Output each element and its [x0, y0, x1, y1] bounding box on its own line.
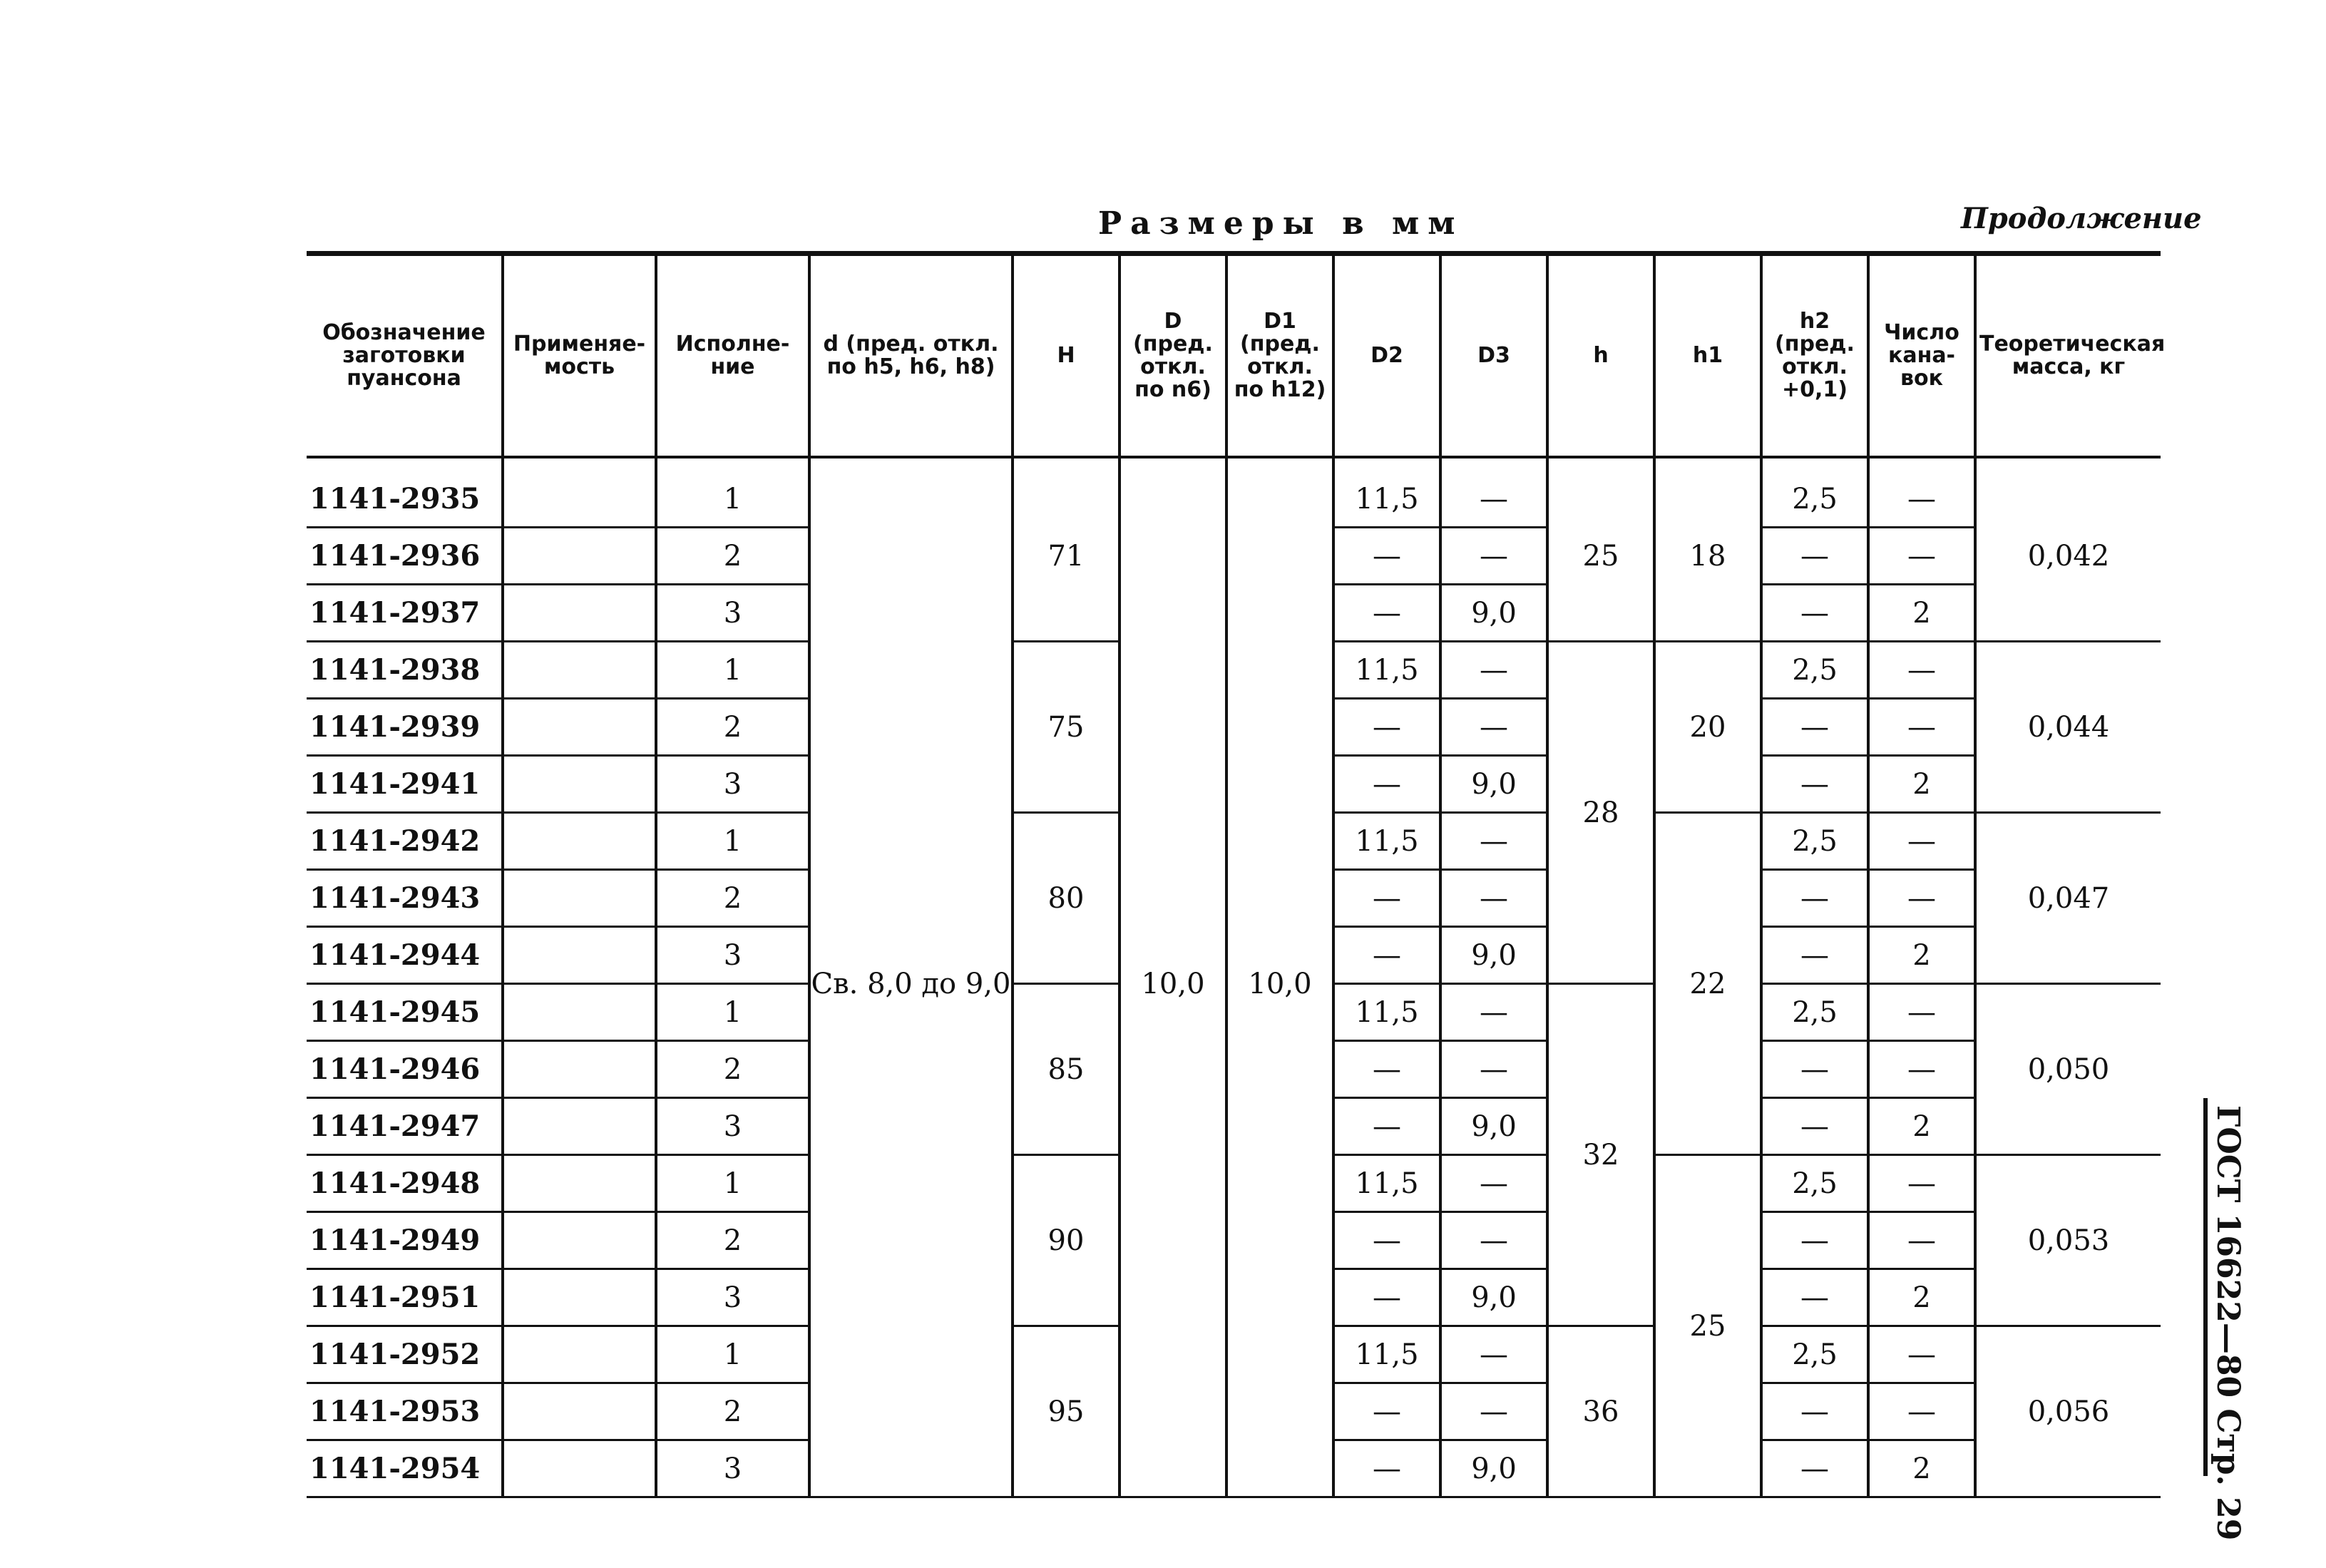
- cell-grooves: —: [1868, 1326, 1975, 1383]
- cell-D2: —: [1333, 528, 1440, 585]
- cell-grooves: —: [1868, 699, 1975, 756]
- cell-D3: 9,0: [1440, 756, 1547, 813]
- cell-D3: —: [1440, 642, 1547, 699]
- page-title: Размеры в мм: [1098, 205, 1464, 242]
- cell-D: 10,0: [1120, 457, 1226, 1497]
- cell-execution: 2: [656, 699, 809, 756]
- cell-D3: —: [1440, 699, 1547, 756]
- cell-grooves: 2: [1868, 927, 1975, 984]
- cell-h2: —: [1761, 1440, 1868, 1497]
- col-execution: Исполне-ние: [656, 254, 809, 458]
- cell-code: 1141-2942: [307, 813, 503, 870]
- cell-code: 1141-2947: [307, 1098, 503, 1155]
- cell-applicability: [503, 927, 656, 984]
- cell-grooves: —: [1868, 813, 1975, 870]
- cell-D3: 9,0: [1440, 1269, 1547, 1326]
- cell-code: 1141-2953: [307, 1383, 503, 1440]
- cell-execution: 2: [656, 870, 809, 927]
- cell-grooves: —: [1868, 1383, 1975, 1440]
- table-row: [307, 457, 2161, 528]
- cell-applicability: [503, 457, 656, 528]
- cell-applicability: [503, 984, 656, 1041]
- cell-grooves: —: [1868, 528, 1975, 585]
- col-D2: D2: [1333, 254, 1440, 458]
- cell-applicability: [503, 813, 656, 870]
- cell-D3: —: [1440, 1383, 1547, 1440]
- cell-h2: —: [1761, 927, 1868, 984]
- cell-h2: 2,5: [1761, 1155, 1868, 1212]
- cell-h2: —: [1761, 528, 1868, 585]
- cell-applicability: [503, 642, 656, 699]
- cell-applicability: [503, 870, 656, 927]
- cell-mass: 0,047: [1975, 813, 2161, 984]
- cell-h: 36: [1547, 1326, 1654, 1497]
- cell-applicability: [503, 528, 656, 585]
- cell-code: 1141-2935: [307, 457, 503, 528]
- cell-h2: —: [1761, 1269, 1868, 1326]
- cell-H: 80: [1013, 813, 1120, 984]
- cell-h: 32: [1547, 984, 1654, 1326]
- cell-applicability: [503, 1440, 656, 1497]
- col-h: h: [1547, 254, 1654, 458]
- cell-D2: 11,5: [1333, 813, 1440, 870]
- cell-code: 1141-2954: [307, 1440, 503, 1497]
- cell-h2: 2,5: [1761, 1326, 1868, 1383]
- cell-D3: —: [1440, 870, 1547, 927]
- cell-h: 28: [1547, 642, 1654, 984]
- cell-D3: 9,0: [1440, 1440, 1547, 1497]
- cell-h2: —: [1761, 1383, 1868, 1440]
- cell-D2: —: [1333, 1098, 1440, 1155]
- cell-grooves: —: [1868, 457, 1975, 528]
- cell-applicability: [503, 1326, 656, 1383]
- cell-H: 95: [1013, 1326, 1120, 1497]
- cell-mass: 0,042: [1975, 457, 2161, 642]
- cell-grooves: 2: [1868, 585, 1975, 642]
- cell-execution: 1: [656, 1326, 809, 1383]
- cell-applicability: [503, 699, 656, 756]
- cell-execution: 3: [656, 1440, 809, 1497]
- cell-h1: 25: [1654, 1155, 1761, 1497]
- cell-h2: 2,5: [1761, 457, 1868, 528]
- cell-code: 1141-2936: [307, 528, 503, 585]
- cell-applicability: [503, 1155, 656, 1212]
- cell-code: 1141-2938: [307, 642, 503, 699]
- cell-D2: —: [1333, 1440, 1440, 1497]
- cell-applicability: [503, 756, 656, 813]
- cell-D3: 9,0: [1440, 585, 1547, 642]
- col-D1: D1 (пред. откл. по h12): [1226, 254, 1333, 458]
- cell-applicability: [503, 1098, 656, 1155]
- cell-D2: —: [1333, 1041, 1440, 1098]
- cell-h1: 18: [1654, 457, 1761, 642]
- cell-D3: —: [1440, 1041, 1547, 1098]
- cell-D2: —: [1333, 1212, 1440, 1269]
- cell-mass: 0,050: [1975, 984, 2161, 1155]
- cell-h2: 2,5: [1761, 813, 1868, 870]
- col-H: H: [1013, 254, 1120, 458]
- cell-execution: 3: [656, 585, 809, 642]
- cell-H: 85: [1013, 984, 1120, 1155]
- cell-code: 1141-2944: [307, 927, 503, 984]
- cell-grooves: 2: [1868, 756, 1975, 813]
- cell-d: Св. 8,0 до 9,0: [809, 457, 1013, 1497]
- col-D3: D3: [1440, 254, 1547, 458]
- cell-D2: 11,5: [1333, 1155, 1440, 1212]
- cell-h1: 22: [1654, 813, 1761, 1155]
- cell-D2: —: [1333, 699, 1440, 756]
- cell-execution: 3: [656, 756, 809, 813]
- cell-code: 1141-2948: [307, 1155, 503, 1212]
- cell-D3: —: [1440, 813, 1547, 870]
- cell-execution: 1: [656, 813, 809, 870]
- cell-code: 1141-2949: [307, 1212, 503, 1269]
- cell-D3: —: [1440, 1212, 1547, 1269]
- cell-grooves: 2: [1868, 1440, 1975, 1497]
- dimensions-table: [307, 251, 2166, 1498]
- cell-mass: 0,053: [1975, 1155, 2161, 1326]
- cell-applicability: [503, 1269, 656, 1326]
- col-applicability: Применяе-мость: [503, 254, 656, 458]
- cell-h2: —: [1761, 870, 1868, 927]
- cell-mass: 0,044: [1975, 642, 2161, 813]
- continuation-label: Продолжение: [1961, 202, 2202, 235]
- cell-D3: —: [1440, 984, 1547, 1041]
- cell-code: 1141-2939: [307, 699, 503, 756]
- cell-h: 25: [1547, 457, 1654, 642]
- cell-grooves: —: [1868, 1155, 1975, 1212]
- col-D: D (пред. откл. по n6): [1120, 254, 1226, 458]
- cell-h2: —: [1761, 585, 1868, 642]
- cell-D1: 10,0: [1226, 457, 1333, 1497]
- cell-execution: 3: [656, 927, 809, 984]
- cell-applicability: [503, 1212, 656, 1269]
- cell-execution: 2: [656, 1383, 809, 1440]
- cell-applicability: [503, 1041, 656, 1098]
- cell-D3: —: [1440, 1155, 1547, 1212]
- cell-h2: —: [1761, 756, 1868, 813]
- cell-code: 1141-2941: [307, 756, 503, 813]
- cell-h2: —: [1761, 699, 1868, 756]
- cell-H: 71: [1013, 457, 1120, 642]
- cell-h2: —: [1761, 1098, 1868, 1155]
- cell-h2: 2,5: [1761, 984, 1868, 1041]
- cell-grooves: 2: [1868, 1098, 1975, 1155]
- col-mass: Теоретическая масса, кг: [1975, 254, 2161, 458]
- cell-h2: —: [1761, 1041, 1868, 1098]
- cell-execution: 1: [656, 642, 809, 699]
- cell-D3: —: [1440, 457, 1547, 528]
- cell-D2: —: [1333, 927, 1440, 984]
- cell-D2: 11,5: [1333, 642, 1440, 699]
- cell-D3: —: [1440, 1326, 1547, 1383]
- cell-code: 1141-2951: [307, 1269, 503, 1326]
- table-body: [307, 457, 2161, 1497]
- cell-D2: —: [1333, 756, 1440, 813]
- cell-execution: 2: [656, 1041, 809, 1098]
- cell-D2: 11,5: [1333, 984, 1440, 1041]
- cell-code: 1141-2937: [307, 585, 503, 642]
- cell-D2: 11,5: [1333, 457, 1440, 528]
- side-rule: [2203, 1098, 2208, 1476]
- cell-grooves: —: [1868, 1212, 1975, 1269]
- col-h1: h1: [1654, 254, 1761, 458]
- cell-D2: 11,5: [1333, 1326, 1440, 1383]
- cell-grooves: —: [1868, 1041, 1975, 1098]
- cell-grooves: —: [1868, 642, 1975, 699]
- cell-grooves: —: [1868, 984, 1975, 1041]
- cell-D2: —: [1333, 1383, 1440, 1440]
- cell-D2: —: [1333, 1269, 1440, 1326]
- header-row: [307, 254, 2161, 458]
- cell-execution: 2: [656, 1212, 809, 1269]
- cell-h2: —: [1761, 1212, 1868, 1269]
- cell-h2: 2,5: [1761, 642, 1868, 699]
- cell-H: 75: [1013, 642, 1120, 813]
- cell-D3: 9,0: [1440, 1098, 1547, 1155]
- cell-code: 1141-2952: [307, 1326, 503, 1383]
- col-h2: h2 (пред. откл. +0,1): [1761, 254, 1868, 458]
- col-code: Обозначение заготовки пуансона: [307, 254, 503, 458]
- cell-execution: 3: [656, 1269, 809, 1326]
- cell-grooves: —: [1868, 870, 1975, 927]
- cell-execution: 2: [656, 528, 809, 585]
- cell-execution: 1: [656, 1155, 809, 1212]
- cell-code: 1141-2945: [307, 984, 503, 1041]
- standard-label: ГОСТ 16622—80 Стр. 29: [2210, 1105, 2246, 1541]
- cell-execution: 3: [656, 1098, 809, 1155]
- cell-H: 90: [1013, 1155, 1120, 1326]
- cell-execution: 1: [656, 457, 809, 528]
- cell-h1: 20: [1654, 642, 1761, 813]
- cell-grooves: 2: [1868, 1269, 1975, 1326]
- col-d: d (пред. откл. по h5, h6, h8): [809, 254, 1013, 458]
- cell-applicability: [503, 1383, 656, 1440]
- col-grooves: Число кана-вок: [1868, 254, 1975, 458]
- cell-D3: —: [1440, 528, 1547, 585]
- cell-applicability: [503, 585, 656, 642]
- cell-D2: —: [1333, 585, 1440, 642]
- cell-D3: 9,0: [1440, 927, 1547, 984]
- cell-execution: 1: [656, 984, 809, 1041]
- cell-mass: 0,056: [1975, 1326, 2161, 1497]
- cell-code: 1141-2946: [307, 1041, 503, 1098]
- cell-code: 1141-2943: [307, 870, 503, 927]
- cell-D2: —: [1333, 870, 1440, 927]
